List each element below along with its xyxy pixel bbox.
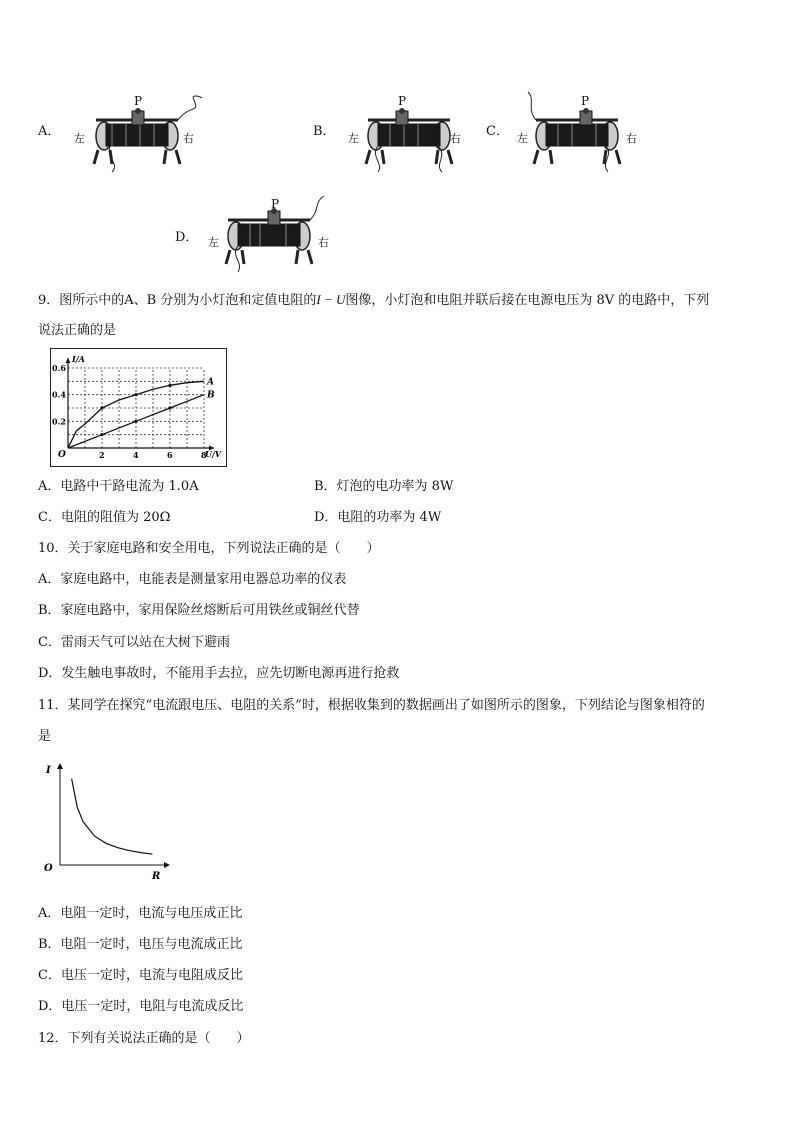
q10-option-a: A．家庭电路中，电能表是测量家用电器总功率的仪表 bbox=[38, 572, 347, 587]
wire bbox=[310, 196, 324, 220]
chart-axes bbox=[44, 763, 170, 882]
data-point bbox=[100, 406, 103, 409]
slider-label: P bbox=[271, 197, 280, 211]
y-tick-label: 0.4 bbox=[52, 389, 66, 400]
q9-stem-math: I − U bbox=[316, 292, 346, 307]
y-axis-arrow bbox=[57, 763, 63, 769]
option-d-letter: D． bbox=[175, 230, 199, 245]
data-point bbox=[168, 406, 171, 409]
option-a-letter: A． bbox=[38, 124, 61, 139]
series-line bbox=[72, 779, 153, 855]
q9-option-a: A．电路中干路电流为 1.0A bbox=[38, 479, 199, 494]
y-axis-label: I bbox=[46, 765, 51, 776]
q10-option-b: B．家庭电路中，家用保险丝熔断后可用铁丝或铜丝代替 bbox=[38, 603, 360, 618]
origin-label: O bbox=[58, 450, 66, 460]
rheostat-body bbox=[366, 108, 452, 164]
q11-option-c: C．电压一定时，电流与电阻成反比 bbox=[38, 968, 243, 983]
q9-option-d: D．电阻的功率为 4W bbox=[314, 510, 442, 525]
rheostat-body bbox=[534, 108, 620, 164]
x-axis-label: U/V bbox=[205, 449, 222, 459]
data-point bbox=[100, 433, 103, 436]
wire bbox=[178, 96, 202, 120]
y-axis-label: I/A bbox=[72, 354, 85, 364]
q9-option-b: B．灯泡的电功率为 8W bbox=[314, 479, 454, 494]
slider-label: P bbox=[581, 94, 590, 108]
origin-label: O bbox=[44, 863, 53, 874]
q10-stem: 10．关于家庭电路和安全用电，下列说法正确的是（ ） bbox=[38, 541, 380, 556]
x-tick-label: 8 bbox=[201, 450, 207, 460]
slider-label: P bbox=[398, 94, 407, 108]
option-b-letter: B． bbox=[313, 124, 336, 139]
slider-label: P bbox=[134, 94, 143, 108]
q11-stem-line1: 11．某同学在探究“电流跟电压、电阻的关系”时，根据收集到的数据画出了如图所示的图象，下列结论与图象相符的 bbox=[38, 698, 705, 713]
left-label: 左 bbox=[208, 236, 219, 249]
data-point bbox=[134, 393, 137, 396]
y-tick-label: 0.6 bbox=[52, 363, 66, 373]
chart-frame bbox=[51, 349, 227, 467]
left-label: 左 bbox=[517, 132, 528, 145]
q11-option-a: A．电阻一定时，电流与电压成正比 bbox=[38, 906, 243, 921]
wire bbox=[528, 92, 536, 120]
data-point bbox=[134, 420, 137, 423]
right-label: 右 bbox=[318, 236, 329, 249]
q12-stem: 12．下列有关说法正确的是（ ） bbox=[38, 1031, 250, 1046]
q9-stem-pre: 9．图所示中的A、B 分别为小灯泡和定值电阻的 bbox=[38, 293, 317, 308]
series-label: B bbox=[207, 390, 215, 401]
x-tick-label: 2 bbox=[99, 450, 105, 460]
right-label: 右 bbox=[450, 132, 461, 145]
right-label: 右 bbox=[626, 132, 637, 145]
x-axis-arrow bbox=[164, 862, 170, 868]
chart-series bbox=[72, 779, 153, 855]
q11-stem-line2: 是 bbox=[38, 729, 52, 744]
q11-option-d: D．电压一定时，电阻与电流成反比 bbox=[38, 999, 244, 1014]
q10-option-d: D．发生触电事故时，不能用手去拉，应先切断电源再进行抢救 bbox=[38, 666, 400, 681]
q9-stem-line1 bbox=[38, 291, 709, 310]
x-tick-label: 4 bbox=[133, 450, 139, 460]
q9-stem-line2: 说法正确的是 bbox=[38, 323, 117, 338]
q9-stem-post: 图像，小灯泡和电阻并联后接在电源电压为 8V 的电路中，下列 bbox=[345, 293, 710, 308]
x-axis-label: R bbox=[152, 871, 161, 882]
q9-option-c: C．电阻的阻值为 20Ω bbox=[38, 510, 171, 525]
option-c-letter: C． bbox=[486, 124, 509, 139]
rheostat-body bbox=[226, 208, 312, 264]
left-label: 左 bbox=[348, 132, 359, 145]
data-point bbox=[168, 384, 171, 387]
q11-ir-chart bbox=[38, 755, 178, 883]
y-tick-label: 0.2 bbox=[52, 416, 66, 427]
x-tick-label: 6 bbox=[167, 450, 173, 460]
rheostat-body bbox=[94, 108, 180, 164]
rheostat-b-figure bbox=[338, 94, 488, 174]
q9-iu-chart bbox=[50, 348, 228, 468]
right-label: 右 bbox=[183, 132, 194, 145]
left-label: 左 bbox=[74, 132, 85, 145]
series-label: A bbox=[207, 377, 214, 388]
q11-option-b: B．电阻一定时，电压与电流成正比 bbox=[38, 937, 243, 952]
q10-option-c: C．雷雨天气可以站在大树下避雨 bbox=[38, 635, 230, 650]
